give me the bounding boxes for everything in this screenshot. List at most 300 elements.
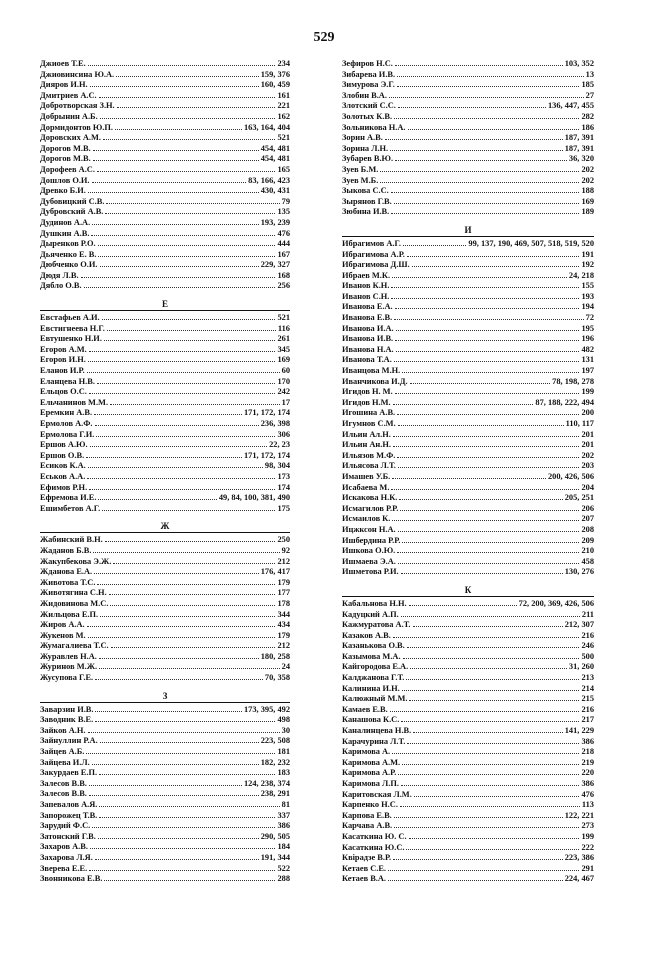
index-entry: [40, 461, 290, 472]
page-refs: 124, 238, 374: [243, 778, 290, 788]
leader-dots: [106, 203, 279, 204]
page-refs: 223, 386: [564, 853, 594, 863]
page-refs: 386: [581, 779, 594, 788]
leader-dots: [390, 711, 580, 712]
index-entry: [342, 408, 594, 419]
leader-dots: [388, 880, 563, 881]
index-entry: [40, 80, 290, 91]
page-refs: 13: [585, 69, 594, 79]
page-refs: 337: [277, 810, 290, 820]
author-name: Жусупова Г.Е.: [40, 673, 94, 683]
page-refs: 476: [277, 228, 290, 238]
index-entry: [40, 59, 290, 70]
author-name: Заводник В.Е.: [40, 715, 94, 725]
leader-dots: [392, 520, 579, 521]
index-entry: [342, 133, 594, 144]
author-name: Дошлов О.И.: [40, 175, 90, 185]
author-name: Казанькова О.В.: [342, 641, 405, 651]
leader-dots: [89, 393, 276, 394]
leader-dots: [395, 393, 580, 394]
page-refs: 194: [581, 302, 594, 312]
index-entry: [342, 260, 594, 271]
author-name: Камаев Е.В.: [342, 704, 388, 714]
leader-dots: [394, 361, 580, 362]
page-refs: 454, 481: [260, 143, 290, 153]
author-name: Залесов В.В.: [40, 789, 87, 799]
page-refs: 212: [277, 641, 290, 651]
page-refs: 221: [277, 101, 290, 111]
author-name: Журавлев Н.А.: [40, 651, 97, 661]
index-entry: [342, 811, 594, 822]
page-refs: 162: [277, 111, 290, 121]
index-entry: [40, 101, 290, 112]
page-refs: 175: [277, 503, 290, 513]
leader-dots: [105, 213, 275, 214]
leader-dots: [100, 118, 276, 119]
author-name: Кетаев В.А.: [342, 874, 387, 884]
page-refs: 60: [281, 366, 290, 376]
leader-dots: [391, 287, 579, 288]
index-entry: [40, 112, 290, 123]
leader-dots: [89, 351, 276, 352]
author-name: Дюдя Л.В.: [40, 270, 79, 280]
author-name: Каримова А.: [342, 747, 391, 757]
page-refs: 223, 508: [260, 736, 290, 746]
index-entry: [342, 91, 594, 102]
leader-dots: [84, 287, 276, 288]
page-refs: 174: [277, 482, 290, 492]
page-refs: 170: [277, 376, 290, 386]
index-entry: [40, 483, 290, 494]
author-name: Животягина С.Н.: [40, 588, 107, 598]
page-refs: 49, 84, 100, 381, 490: [218, 493, 290, 503]
author-name: Жданова Е.А.: [40, 567, 93, 577]
leader-dots: [391, 298, 579, 299]
page-refs: 99, 137, 190, 469, 507, 518, 519, 520: [468, 238, 594, 248]
page-refs: 116: [277, 323, 290, 333]
author-name: Древко Б.И.: [40, 186, 86, 196]
page-refs: 219: [581, 757, 594, 767]
page-refs: 236, 398: [260, 419, 290, 428]
leader-dots: [89, 795, 259, 796]
leader-dots: [400, 806, 580, 807]
divider: [40, 702, 290, 703]
index-entry: [342, 737, 594, 748]
index-entry: [342, 620, 594, 631]
leader-dots: [393, 446, 579, 447]
page-refs: 521: [277, 133, 290, 143]
page-refs: 72: [585, 313, 594, 323]
author-name: Добротворская З.Н.: [40, 101, 115, 111]
leader-dots: [390, 150, 563, 151]
index-entry: [342, 758, 594, 769]
author-name: Зорина Л.Н.: [342, 143, 389, 153]
page-refs: 191: [581, 249, 594, 259]
index-entry: [342, 451, 594, 462]
page-refs: 163, 164, 404: [243, 122, 290, 132]
author-name: Кайгородова Е.А.: [342, 662, 409, 672]
page-refs: 184: [277, 842, 290, 852]
author-name: Ишмаева Э.А.: [342, 556, 396, 566]
page-refs: 141, 229: [564, 726, 594, 736]
page-refs: 229, 327: [260, 260, 290, 270]
leader-dots: [109, 594, 276, 595]
index-entry: [40, 673, 290, 684]
index-entry: [40, 821, 290, 832]
index-entry: [40, 260, 290, 271]
author-name: Зверева Е.Е.: [40, 863, 88, 873]
page-refs: 291: [581, 863, 594, 873]
leader-dots: [395, 340, 579, 341]
index-entry: [342, 790, 594, 801]
page-refs: 224, 467: [564, 874, 594, 884]
leader-dots: [380, 182, 579, 183]
page-refs: 214: [581, 683, 594, 693]
page-refs: 186: [581, 122, 594, 132]
author-name: Ершов О.В.: [40, 450, 85, 460]
index-entry: [342, 599, 594, 610]
leader-dots: [402, 690, 580, 691]
page-refs: 201: [581, 429, 594, 439]
index-entry: [342, 715, 594, 726]
page-refs: 173: [277, 471, 290, 481]
page-refs: 72, 200, 369, 426, 506: [518, 598, 594, 608]
index-entry: [342, 271, 594, 282]
index-entry: [40, 207, 290, 218]
index-entry: [342, 483, 594, 494]
author-name: Дорофеев А.С.: [40, 164, 95, 174]
author-name: Ильин Ал.Н.: [342, 429, 391, 439]
page-refs: 234: [277, 59, 290, 68]
author-name: Дюбченко О.И.: [40, 260, 98, 270]
author-name: Игидов Н. М.: [342, 387, 393, 397]
index-entry: [342, 313, 594, 324]
page-refs: 179: [277, 577, 290, 587]
index-entry: [40, 154, 290, 165]
page-refs: 204: [581, 482, 594, 492]
leader-dots: [87, 626, 276, 627]
author-name: Ермолова Г.И.: [40, 429, 95, 439]
author-name: Есиков К.А.: [40, 461, 86, 471]
leader-dots: [88, 65, 276, 66]
index-entry: [342, 493, 594, 504]
page-refs: 282: [581, 111, 594, 121]
author-name: Исмаилов К.: [342, 514, 391, 524]
index-entry: [342, 302, 594, 313]
index-entry: [40, 239, 290, 250]
index-entry: [40, 588, 290, 599]
author-name: Закурдаев Е.П.: [40, 768, 98, 778]
page-refs: 386: [277, 821, 290, 831]
index-entry: [342, 652, 594, 663]
author-name: Касаткина Ю. С.: [342, 831, 407, 841]
leader-dots: [395, 65, 563, 66]
page-refs: 193: [581, 291, 594, 301]
page-refs: 476: [581, 789, 594, 799]
index-entry: [342, 800, 594, 811]
index-entry: [342, 610, 594, 621]
author-name: Еськов А.А.: [40, 471, 86, 481]
author-name: Квірадзе В.Р.: [342, 853, 392, 863]
section-letter: З: [162, 690, 168, 701]
author-name: Зуев М.Б.: [342, 175, 379, 185]
leader-dots: [391, 213, 579, 214]
page-refs: 176, 417: [260, 567, 290, 577]
leader-dots: [99, 97, 276, 98]
leader-dots: [401, 616, 580, 617]
author-name: Жабинский В.Н.: [40, 535, 103, 545]
page-refs: 212: [277, 556, 290, 566]
author-name: Ешимбетов А.Г.: [40, 503, 101, 513]
letter-heading: [40, 295, 290, 313]
author-name: Каримова Л.П.: [342, 779, 399, 788]
page-refs: 171, 172, 174: [243, 450, 290, 460]
author-name: Казымова М.А.: [342, 651, 401, 661]
page-refs: 250: [277, 535, 290, 545]
index-entry: [40, 493, 290, 504]
author-name: Ишкова О.Ю.: [342, 546, 396, 556]
leader-dots: [81, 277, 276, 278]
author-name: Жильцова Е.П.: [40, 609, 99, 619]
author-name: Ершов А.Ю.: [40, 440, 88, 450]
index-entry: [342, 525, 594, 536]
page-refs: 220: [581, 768, 594, 778]
author-name: Игидов Н.М.: [342, 397, 391, 407]
index-entry: [342, 154, 594, 165]
page-refs: 217: [581, 715, 594, 725]
leader-dots: [90, 848, 275, 849]
page-refs: 345: [277, 344, 290, 354]
index-entry: [40, 133, 290, 144]
page-refs: 344: [277, 609, 290, 619]
index-entry: [342, 112, 594, 123]
author-name: Ибрагимова А.Р.: [342, 249, 405, 259]
author-name: Заварзин И.В.: [40, 704, 94, 714]
leader-dots: [100, 742, 259, 743]
index-entry: [342, 567, 594, 578]
leader-dots: [412, 266, 580, 267]
index-section: [342, 59, 594, 218]
leader-dots: [395, 160, 567, 161]
page-refs: 177: [277, 588, 290, 598]
index-entry: [40, 768, 290, 779]
page-refs: 206: [581, 503, 594, 513]
author-name: Дорогов М.В.: [40, 143, 91, 153]
author-name: Затонский Г.В.: [40, 831, 96, 841]
leader-dots: [105, 541, 276, 542]
index-entry: [40, 398, 290, 409]
page-refs: 179: [277, 630, 290, 640]
index-entry: [40, 842, 290, 853]
author-name: Зюбина И.В.: [342, 207, 390, 217]
divider: [342, 596, 594, 597]
index-entry: [40, 736, 290, 747]
leader-dots: [88, 732, 280, 733]
index-entry: [342, 546, 594, 557]
author-name: Еланов И.Р.: [40, 366, 85, 376]
page-refs: 30: [281, 725, 290, 735]
page-refs: 444: [277, 239, 290, 249]
index-entry: [342, 747, 594, 758]
page-refs: 187, 391: [564, 133, 594, 143]
index-entry: [342, 705, 594, 716]
index-entry: [40, 345, 290, 356]
author-name: Каритовская Л.М.: [342, 789, 412, 799]
index-entry: [342, 250, 594, 261]
leader-dots: [394, 319, 583, 320]
author-name: Зуев Б.М.: [342, 164, 379, 174]
leader-dots: [104, 880, 275, 881]
page-refs: 83, 166, 423: [248, 175, 290, 185]
page-refs: 273: [581, 821, 594, 831]
leader-dots: [99, 817, 275, 818]
author-name: Зайнуллин Р.А.: [40, 736, 98, 746]
author-name: Ишбердина Р.Р.: [342, 535, 401, 545]
leader-dots: [110, 404, 280, 405]
page-refs: 160, 459: [260, 80, 290, 90]
author-name: Кетаев С.Е.: [342, 863, 387, 873]
author-name: Имашев У.Б.: [342, 471, 391, 481]
index-entry: [342, 662, 594, 673]
page-refs: 191, 344: [260, 852, 290, 862]
author-name: Ибрагимов А.Г.: [342, 238, 401, 248]
page-refs: 212, 307: [564, 620, 594, 630]
leader-dots: [97, 383, 276, 384]
leader-dots: [86, 457, 242, 458]
index-section: [342, 581, 594, 885]
author-name: Егоров И.Н.: [40, 355, 86, 365]
page-refs: 213: [581, 673, 594, 683]
leader-dots: [87, 372, 280, 373]
leader-dots: [102, 510, 275, 511]
index-entry: [40, 715, 290, 726]
index-entry: [342, 186, 594, 197]
index-entry: [40, 430, 290, 441]
page-refs: 24, 218: [568, 270, 594, 280]
leader-dots: [401, 785, 579, 786]
author-name: Доровских А.М.: [40, 133, 102, 143]
author-name: Душкин А.В.: [40, 228, 90, 238]
index-entry: [342, 176, 594, 187]
page-refs: 215: [581, 694, 594, 704]
leader-dots: [92, 827, 275, 828]
author-name: Казаков А.В.: [342, 630, 391, 640]
author-name: Ильясова Л.Т.: [342, 461, 396, 471]
author-name: Дорогов М.В.: [40, 154, 91, 164]
author-name: Дияров И.Н.: [40, 80, 88, 90]
author-name: Зубарев В.Ю.: [342, 154, 394, 164]
page-refs: 92: [281, 545, 290, 555]
page-refs: 521: [277, 313, 290, 323]
leader-dots: [397, 414, 579, 415]
leader-dots: [402, 372, 579, 373]
divider: [40, 532, 290, 533]
page-refs: 180, 258: [260, 651, 290, 661]
author-name: Евтушенко Н.И.: [40, 334, 102, 344]
leader-dots: [395, 308, 580, 309]
page-refs: 500: [581, 651, 594, 661]
index-entry: [40, 377, 290, 388]
page-refs: 159, 376: [260, 69, 290, 79]
author-name: Зыкова С.С.: [342, 186, 389, 196]
author-name: Зимурова Э.Г.: [342, 80, 395, 90]
page-refs: 171, 172, 174: [243, 408, 290, 418]
author-name: Игошина А.В.: [342, 408, 396, 418]
author-name: Каримова А.Р.: [342, 768, 397, 778]
leader-dots: [406, 679, 579, 680]
leader-dots: [104, 340, 276, 341]
index-entry: [342, 101, 594, 112]
author-name: Ермолов А.Ф.: [40, 419, 93, 428]
page-refs: 113: [581, 800, 594, 810]
author-name: Касаткина Ю.С.: [342, 842, 405, 852]
index-entry: [40, 218, 290, 229]
page-refs: 222: [581, 842, 594, 852]
page-refs: 103, 352: [564, 59, 594, 68]
index-entry: [40, 853, 290, 864]
page-refs: 192: [581, 260, 594, 270]
author-name: Иванова Н.А.: [342, 344, 394, 354]
page-refs: 261: [277, 334, 290, 344]
index-entry: [342, 281, 594, 292]
author-name: Захарова Л.Я.: [40, 852, 93, 862]
author-name: Ибраев М.К.: [342, 270, 391, 280]
page-refs: 201: [581, 440, 594, 450]
index-entry: [342, 324, 594, 335]
index-entry: [342, 461, 594, 472]
leader-dots: [409, 838, 580, 839]
page-refs: 216: [581, 630, 594, 640]
author-name: Иванов С.Н.: [342, 291, 390, 301]
author-name: Зайков А.Н.: [40, 725, 86, 735]
author-name: Дубовицкий С.В.: [40, 196, 105, 206]
leader-dots: [95, 859, 259, 860]
index-entry: [342, 694, 594, 705]
leader-dots: [98, 245, 276, 246]
index-entry: [40, 874, 290, 885]
index-entry: [342, 377, 594, 388]
index-entry: [342, 207, 594, 218]
page-refs: 168: [277, 270, 290, 280]
page-refs: 122, 221: [564, 810, 594, 820]
leader-dots: [99, 806, 279, 807]
author-name: Зольникова Н.А.: [342, 122, 406, 132]
author-name: Залесов В.В.: [40, 778, 87, 788]
page-refs: 288: [277, 874, 290, 884]
author-name: Иванцова М.Н.: [342, 366, 401, 376]
author-name: Зефиров Н.С.: [342, 59, 393, 68]
page-refs: 306: [277, 429, 290, 439]
author-name: Искакова Н.К.: [342, 493, 398, 503]
leader-dots: [394, 827, 579, 828]
author-name: Жиров А.А.: [40, 620, 85, 630]
index-entry: [342, 430, 594, 441]
author-name: Дыренков Р.О.: [40, 239, 96, 249]
leader-dots: [406, 849, 579, 850]
index-section: [40, 59, 290, 292]
index-entry: [40, 197, 290, 208]
leader-dots: [408, 129, 580, 130]
leader-dots: [385, 139, 563, 140]
page-refs: 161: [277, 90, 290, 100]
author-name: Золотых К.В.: [342, 111, 393, 121]
page-refs: 202: [581, 164, 594, 174]
page-refs: 81: [281, 800, 290, 809]
author-name: Калинина И.Н.: [342, 683, 400, 693]
index-entry: [342, 631, 594, 642]
index-entry: [40, 610, 290, 621]
leader-dots: [93, 552, 279, 553]
